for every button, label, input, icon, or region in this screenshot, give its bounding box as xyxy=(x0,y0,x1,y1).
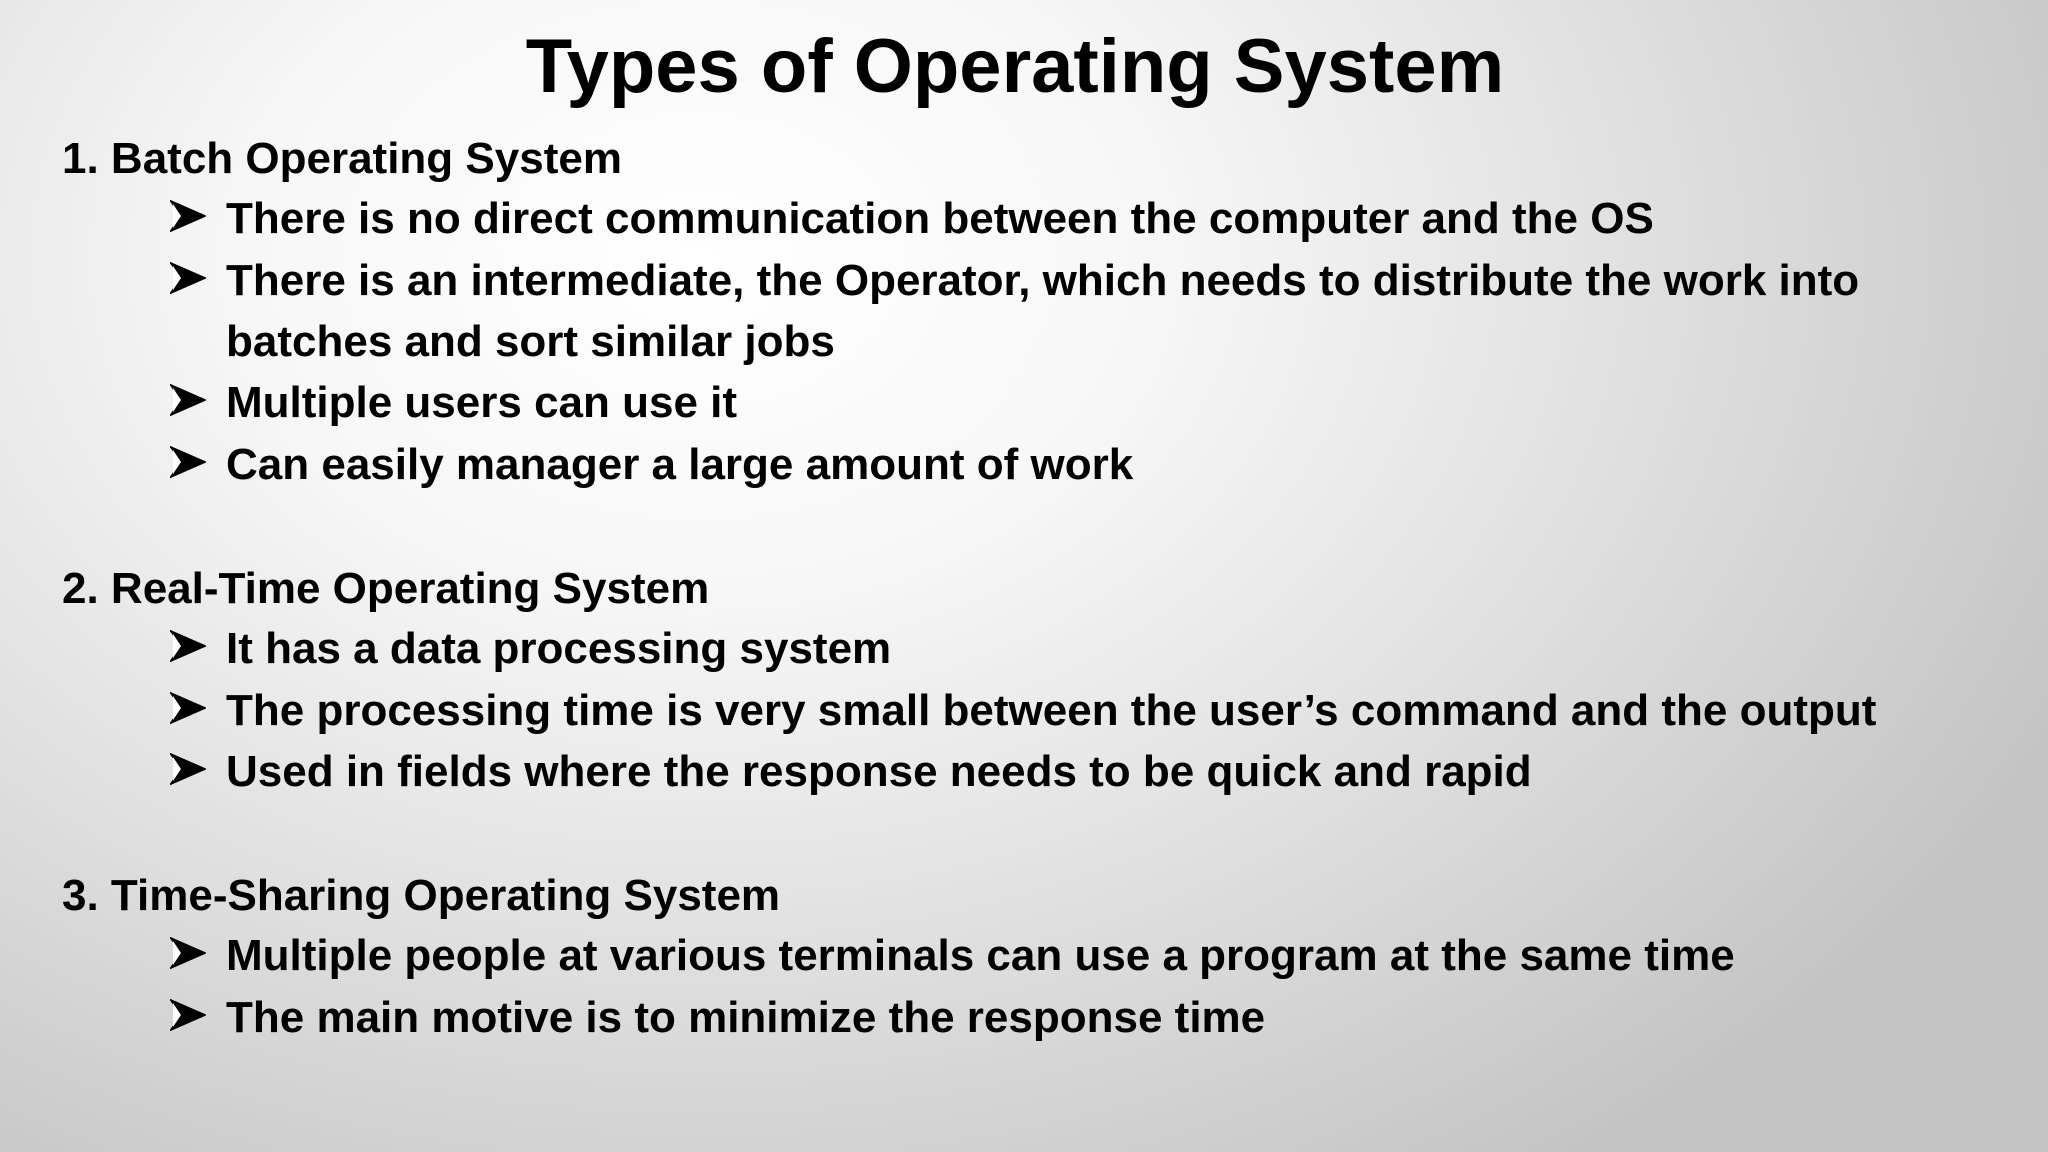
arrowhead-bullet-icon xyxy=(170,753,206,789)
section-heading-batch: 1. Batch Operating System xyxy=(62,134,622,183)
list-item xyxy=(170,372,2030,433)
list-item xyxy=(170,925,2030,986)
arrowhead-bullet-icon xyxy=(170,999,206,1035)
bullet-text: Multiple users can use it xyxy=(226,378,738,427)
section-heading-time-sharing: 3. Time-Sharing Operating System xyxy=(62,871,781,920)
bullet-text: Can easily manager a large amount of work xyxy=(226,440,1134,489)
list-item xyxy=(170,987,2030,1048)
bullet-text: The processing time is very small between the user’s command and the output xyxy=(226,686,1877,735)
bullet-text: It has a data processing system xyxy=(226,624,892,673)
bullet-text: Multiple people at various terminals can use a program at the same time xyxy=(226,931,1735,980)
bullet-text: There is an intermediate, the Operator, which needs to distribute the work into batches and sort similar jobs xyxy=(226,256,1860,366)
arrowhead-bullet-icon xyxy=(170,262,206,298)
arrowhead-bullet-icon xyxy=(170,446,206,482)
arrowhead-bullet-icon xyxy=(170,692,206,728)
list-item xyxy=(170,741,2030,802)
list-item xyxy=(170,680,2030,741)
list-item xyxy=(170,434,2030,495)
list-item xyxy=(170,250,2030,372)
bullet-text: The main motive is to minimize the response time xyxy=(226,993,1266,1042)
list-item xyxy=(170,188,2030,249)
arrowhead-bullet-icon xyxy=(170,200,206,236)
slide-title: Types of Operating System xyxy=(525,24,1505,109)
arrowhead-bullet-icon xyxy=(170,384,206,420)
arrowhead-bullet-icon xyxy=(170,630,206,666)
section-heading-real-time: 2. Real-Time Operating System xyxy=(62,564,710,613)
arrowhead-bullet-icon xyxy=(170,937,206,973)
bullet-text: Used in fields where the response needs to be quick and rapid xyxy=(226,747,1532,796)
list-item xyxy=(170,618,2030,679)
bullet-text: There is no direct communication between the computer and the OS xyxy=(226,194,1654,243)
